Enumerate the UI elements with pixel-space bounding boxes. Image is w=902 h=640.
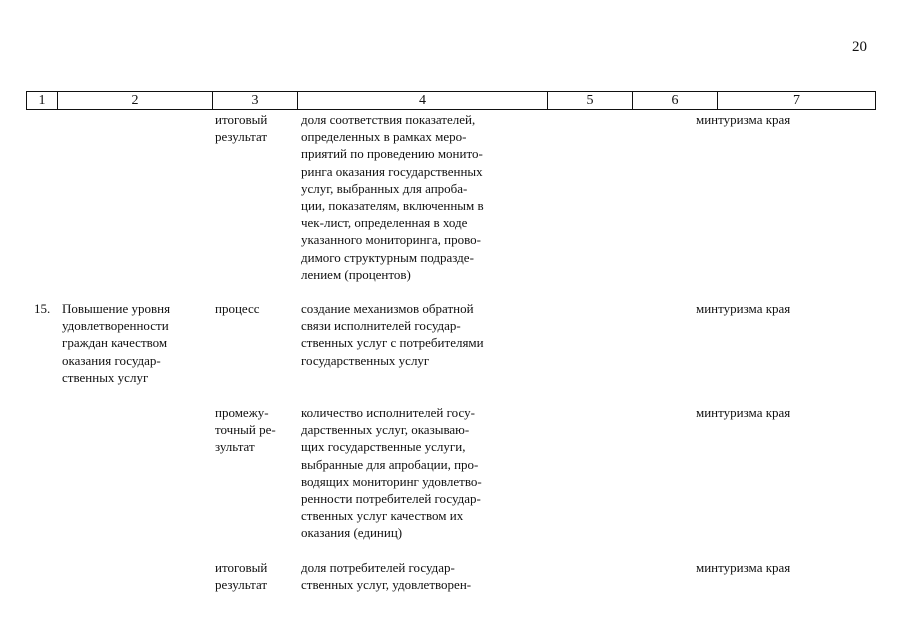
- header-col-4: 4: [298, 92, 548, 109]
- row-stage: промежу- точный ре- зультат: [215, 405, 276, 455]
- row-responsible: минтуризма края: [696, 301, 791, 316]
- row-stage: итоговый результат: [215, 112, 268, 145]
- row-stage: итоговый результат: [215, 560, 268, 593]
- header-col-5: 5: [548, 92, 633, 109]
- row-stage: процесс: [215, 301, 260, 316]
- header-col-7: 7: [793, 93, 800, 108]
- row-number: 15.: [34, 301, 51, 316]
- row-indicator: создание механизмов обратной связи исполнителей государ- ственных услуг с потребителями государственных услуг: [301, 301, 484, 368]
- row-indicator: доля соответствия показателей, определенных в рамках меро- приятий по проведению монито- ринга оказания государственных услуг, выбранных для апроба- ции, показателям, включенным в чек-лист, определенная в ходе указанного мониторинга, прово- димого структурным подразде- лением (процентов): [301, 112, 484, 282]
- page-number: 20: [852, 39, 867, 55]
- table-header-row: [26, 91, 876, 110]
- row-goal: Повышение уровня удовлетворенности граждан качеством оказания государ- ственных услуг: [62, 301, 171, 385]
- row-responsible: минтуризма края: [696, 560, 791, 575]
- header-col-1: 1: [27, 92, 58, 109]
- row-indicator: доля потребителей государ- ственных услуг, удовлетворен-: [301, 560, 472, 593]
- row-responsible: минтуризма края: [696, 112, 791, 127]
- row-responsible: минтуризма края: [696, 405, 791, 420]
- row-indicator: количество исполнителей госу- дарственных услуг, оказываю- щих государственные услуги, выбранные для апробации, про- водящих мониторинг удовлетво- ренности потребителей государ- ственных услуг качеством их оказания (единиц): [301, 405, 482, 541]
- header-col-3: 3: [213, 92, 298, 109]
- header-col-2: 2: [58, 92, 213, 109]
- header-col-6: 6: [633, 92, 718, 109]
